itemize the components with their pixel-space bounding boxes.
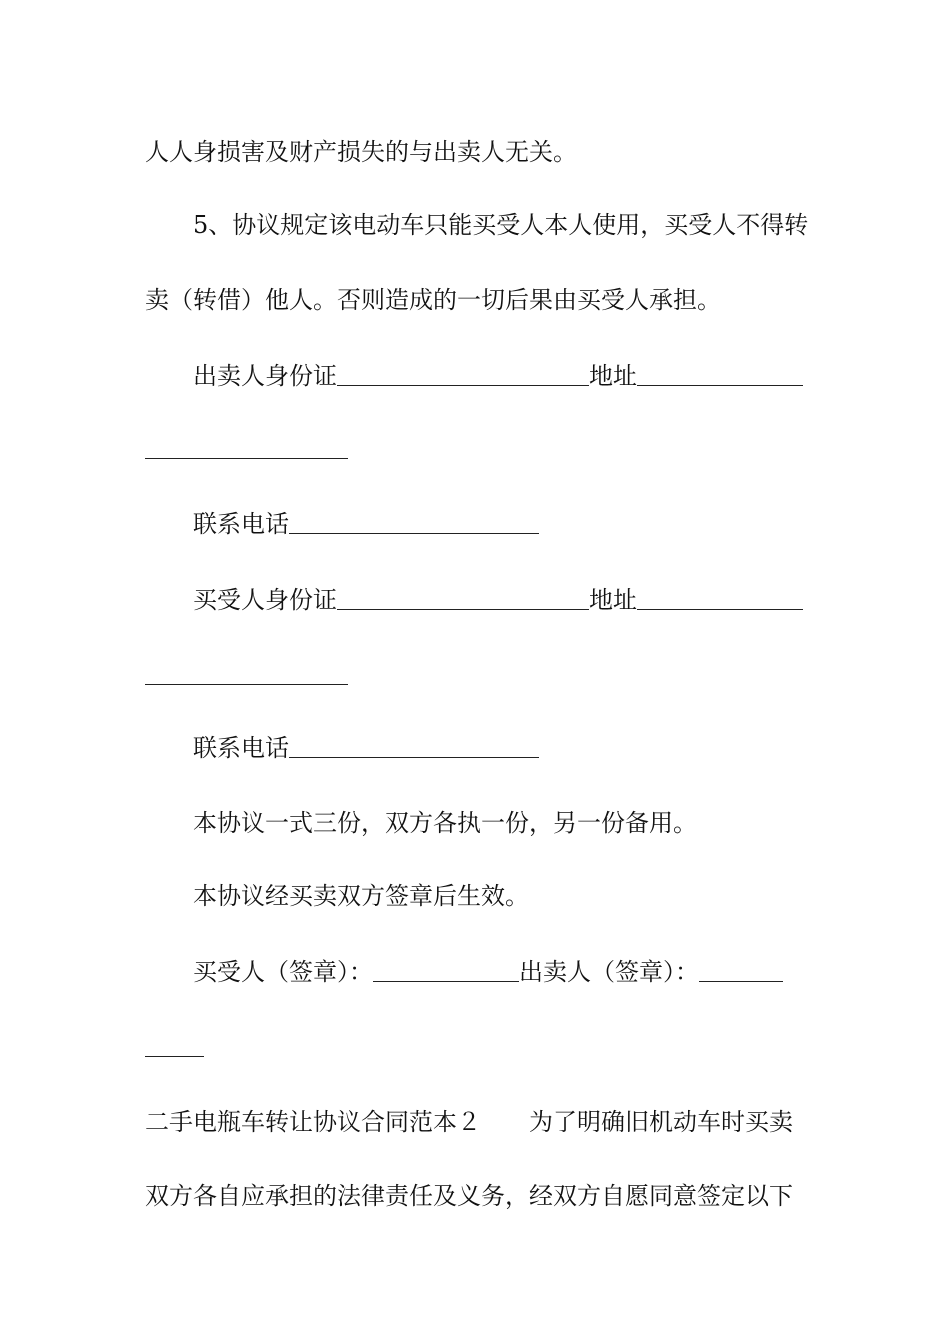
seller-id-row — [193, 361, 803, 391]
buyer-id-label: 买受人身份证 — [193, 586, 337, 614]
copies-clause: 本协议一式三份，双方各执一份，另一份备用。 — [193, 809, 697, 837]
seller-address-blank — [637, 363, 803, 386]
seller-id-label: 出卖人身份证 — [193, 362, 337, 390]
seller-phone-row — [193, 509, 539, 539]
seller-phone-label: 联系电话 — [193, 510, 289, 538]
paragraph-line: 人人身损害及财产损失的与出卖人无关。 — [145, 138, 577, 166]
seller-sign-blank-continued — [145, 1056, 204, 1057]
buyer-address-blank — [637, 587, 803, 610]
buyer-sign-label: 买受人（签章）： — [193, 958, 373, 986]
seller-id-blank — [337, 363, 589, 386]
section-2-intro: 为了明确旧机动车时买卖 — [529, 1108, 793, 1136]
seller-address-label: 地址 — [589, 362, 637, 390]
seller-address-blank-continued — [145, 458, 348, 459]
buyer-phone-row — [193, 733, 539, 763]
seller-sign-label: 出卖人（签章）： — [519, 958, 699, 986]
seller-sign-blank — [699, 959, 783, 982]
paragraph-line: 双方各自应承担的法律责任及义务，经双方自愿同意签定以下 — [145, 1182, 793, 1210]
effective-clause: 本协议经买卖双方签章后生效。 — [193, 882, 529, 910]
buyer-address-label: 地址 — [589, 586, 637, 614]
buyer-sign-blank — [373, 959, 519, 982]
buyer-phone-label: 联系电话 — [193, 734, 289, 762]
buyer-address-blank-continued — [145, 684, 348, 685]
paragraph-line: 5、协议规定该电动车只能买受人本人使用，买受人不得转 — [193, 211, 809, 239]
signature-row — [193, 957, 783, 987]
buyer-id-row — [193, 585, 803, 615]
paragraph-line: 卖（转借）他人。否则造成的一切后果由买受人承担。 — [145, 286, 721, 314]
buyer-phone-blank — [289, 735, 539, 758]
seller-phone-blank — [289, 511, 539, 534]
section-2-heading-line — [145, 1107, 793, 1137]
section-2-title: 二手电瓶车转让协议合同范本２ — [145, 1108, 481, 1136]
buyer-id-blank — [337, 587, 589, 610]
